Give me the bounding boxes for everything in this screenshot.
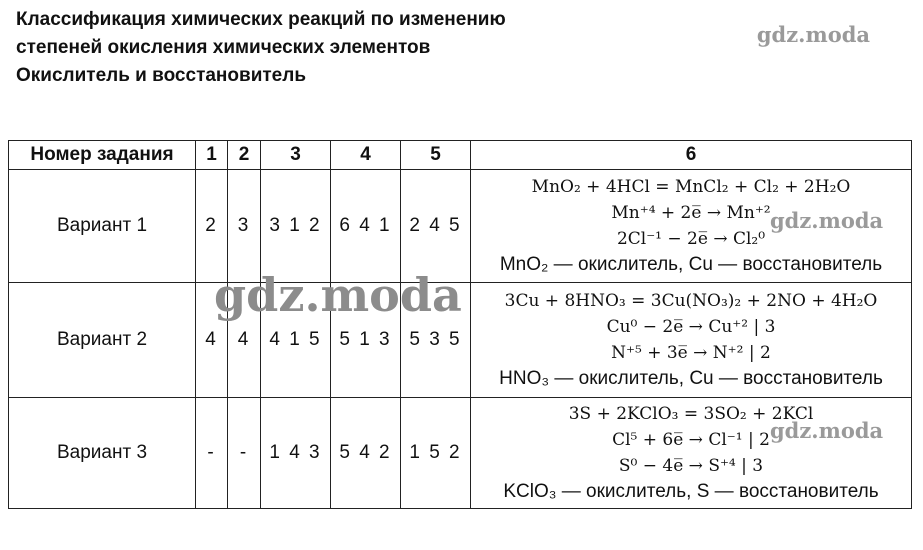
equation-line: 3S + 2KClO₃ = 3SO₂ + 2KCl xyxy=(568,404,814,424)
variant-label: Вариант 3 xyxy=(9,398,196,509)
title-line-3: Окислитель и восстановитель xyxy=(16,65,307,86)
header-col-2: 2 xyxy=(228,141,261,170)
header-col-5: 5 xyxy=(401,141,471,170)
watermark-logo: gdz.moda xyxy=(770,208,884,233)
title-line-1: Классификация химических реакций по изменению xyxy=(16,9,506,30)
equation-line: 3Cu + 8HNO₃ = 3Cu(NO₃)₂ + 2NO + 4H₂O xyxy=(504,291,878,311)
equation-line: Cl⁵ + 6e̅ → Cl⁻¹ | 2 xyxy=(612,430,770,450)
variant-label: Вариант 1 xyxy=(9,170,196,283)
header-col-1: 1 xyxy=(196,141,228,170)
equation-conclusion: KClO₃ — окислитель, S — восстановитель xyxy=(503,481,879,502)
variant-label: Вариант 2 xyxy=(9,283,196,398)
answer-cell: 6 4 1 xyxy=(331,170,401,283)
answer-cell: 1 4 3 xyxy=(261,398,331,509)
header-col-4: 4 xyxy=(331,141,401,170)
answer-cell: 3 xyxy=(228,170,261,283)
watermark-logo: gdz.moda xyxy=(770,418,884,443)
equation-line: 2Cl⁻¹ − 2e̅ → Cl₂⁰ xyxy=(616,229,766,249)
header-task-number: Номер задания xyxy=(9,141,196,170)
equation-line: Cu⁰ − 2e̅ → Cu⁺² | 3 xyxy=(606,317,776,337)
equation-conclusion: MnO₂ — окислитель, Cu — восстановитель xyxy=(499,254,883,275)
answer-cell: 4 xyxy=(228,283,261,398)
watermark-logo: gdz.moda xyxy=(756,22,870,47)
equation-line: S⁰ − 4e̅ → S⁺⁴ | 3 xyxy=(618,456,764,476)
equation-line: N⁺⁵ + 3e̅ → N⁺² | 2 xyxy=(611,343,771,363)
answer-cell: 5 1 3 xyxy=(331,283,401,398)
answer-cell: - xyxy=(228,398,261,509)
answer-cell: 5 3 5 xyxy=(401,283,471,398)
answer-cell: 3 1 2 xyxy=(261,170,331,283)
answer-cell: 1 5 2 xyxy=(401,398,471,509)
answer-cell: 4 1 5 xyxy=(261,283,331,398)
answer-cell: 4 xyxy=(196,283,228,398)
watermark-logo: gdz.moda xyxy=(214,268,462,322)
equation-cell xyxy=(471,398,912,509)
equation-cell xyxy=(471,283,912,398)
header-col-6: 6 xyxy=(471,141,912,170)
equation-conclusion: HNO₃ — окислитель, Cu — восстановитель xyxy=(499,368,883,389)
answer-cell: 2 xyxy=(196,170,228,283)
page-title xyxy=(16,6,506,90)
answer-cell: - xyxy=(196,398,228,509)
answers-table xyxy=(8,140,912,509)
answer-cell: 2 4 5 xyxy=(401,170,471,283)
answer-cell: 5 4 2 xyxy=(331,398,401,509)
equation-line: MnO₂ + 4HCl = MnCl₂ + Cl₂ + 2H₂O xyxy=(531,177,851,197)
table-header-row xyxy=(9,141,912,170)
table-row xyxy=(9,398,912,509)
equation-line: Mn⁺⁴ + 2e̅ → Mn⁺² xyxy=(611,203,771,223)
header-col-3: 3 xyxy=(261,141,331,170)
title-line-2: степеней окисления химических элементов xyxy=(16,37,431,58)
